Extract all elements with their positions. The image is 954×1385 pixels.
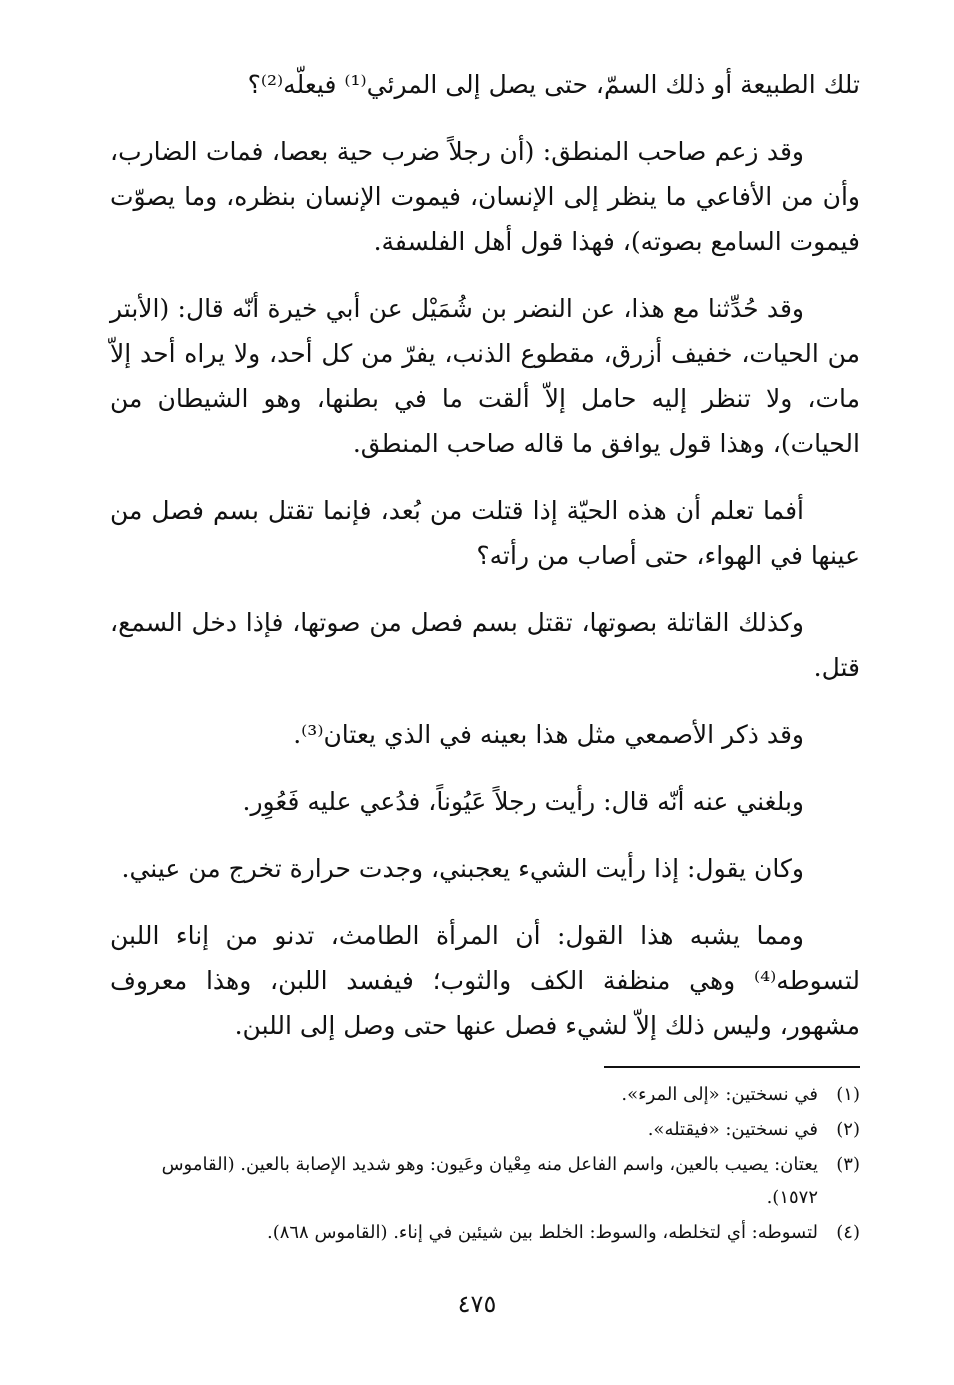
paragraph-6: وقد ذكر الأصمعي مثل هذا بعينه في الذي يعتان⁽³⁾. (293, 720, 804, 749)
paragraph-5: وكذلك القاتلة بصوتها، تقتل بسم فصل من صوتها، فإذا دخل السمع، قتل. (110, 608, 860, 682)
paragraph-1: تلك الطبيعة أو ذلك السمّ، حتى يصل إلى المرئي⁽¹⁾ فيعلّه⁽²⁾؟ (247, 70, 860, 99)
footnote-number: (٢) (836, 1119, 860, 1140)
paragraph-8: وكان يقول: إذا رأيت الشيء يعجبني، وجدت حرارة تخرج من عيني. (121, 854, 804, 883)
footnote-number: (١) (836, 1084, 860, 1105)
paragraph-4: أفما تعلم أن هذه الحيّة إذا قتلت من بُعد، فإنما تقتل بسم فصل من عينها في الهواء، حتى أصاب من رأته؟ (110, 496, 860, 570)
footnote-text: يعتان: يصيب بالعين، واسم الفاعل منه مِعْيان وعَيون: وهو شديد الإصابة بالعين. (القاموس ١٥٧٢). (161, 1154, 818, 1208)
footnote-4 (110, 1216, 860, 1249)
paragraph-7: وبلغني عنه أنّه قال: رأيت رجلاً عَيُوناً، فدُعي عليه فَعُوِر. (242, 787, 804, 816)
footnote-number: (٤) (836, 1222, 860, 1243)
paragraph-9: ومما يشبه هذا القول: أن المرأة الطامث، تدنو من إناء اللبن لتسوطه⁽⁴⁾ وهي منظفة الكف والثوب؛ فيفسد اللبن، وهذا معروف مشهور، وليس ذلك إلاّ لشيء فصل عنها حتى وصل إلى اللبن. (110, 921, 860, 1040)
footnote-text: في نسختين: «إلى المرء». (621, 1084, 818, 1105)
footnotes (110, 1078, 860, 1251)
footnote-text: في نسختين: «فيقتله». (647, 1119, 818, 1140)
paragraph-3: وقد حُدِّثنا مع هذا، عن النضر بن شُمَيْل عن أبي خيرة أنّه قال: (الأبتر من الحيات، خفيف أزرق، مقطوع الذنب، يفرّ من كل أحد، ولا يراه أحد إلاّ مات، ولا تنظر إليه حامل إلاّ ألقت ما في بطنها، وهو الشيطان من الحيات)، وهذا قول يوافق ما قاله صاحب المنطق. (110, 294, 860, 458)
page-number: ٤٧٥ (457, 1290, 497, 1318)
main-text (110, 62, 860, 1070)
footnote-1 (110, 1078, 860, 1111)
footnote-text: لتسوطه: أي لتخلطه، والسوط: الخلط بين شيئين في إناء. (القاموس ٨٦٨). (266, 1222, 818, 1243)
footnote-3 (110, 1148, 860, 1214)
footnote-2 (110, 1113, 860, 1146)
footnote-separator (604, 1066, 860, 1068)
footnote-number: (٣) (836, 1154, 860, 1175)
paragraph-2: وقد زعم صاحب المنطق: (أن رجلاً ضرب حية بعصا، فمات الضارب، وأن من الأفاعي ما ينظر إلى الإنسان، فيموت الإنسان بنظره، وما يصوّت فيموت السامع بصوته)، فهذا قول أهل الفلسفة. (110, 137, 860, 256)
